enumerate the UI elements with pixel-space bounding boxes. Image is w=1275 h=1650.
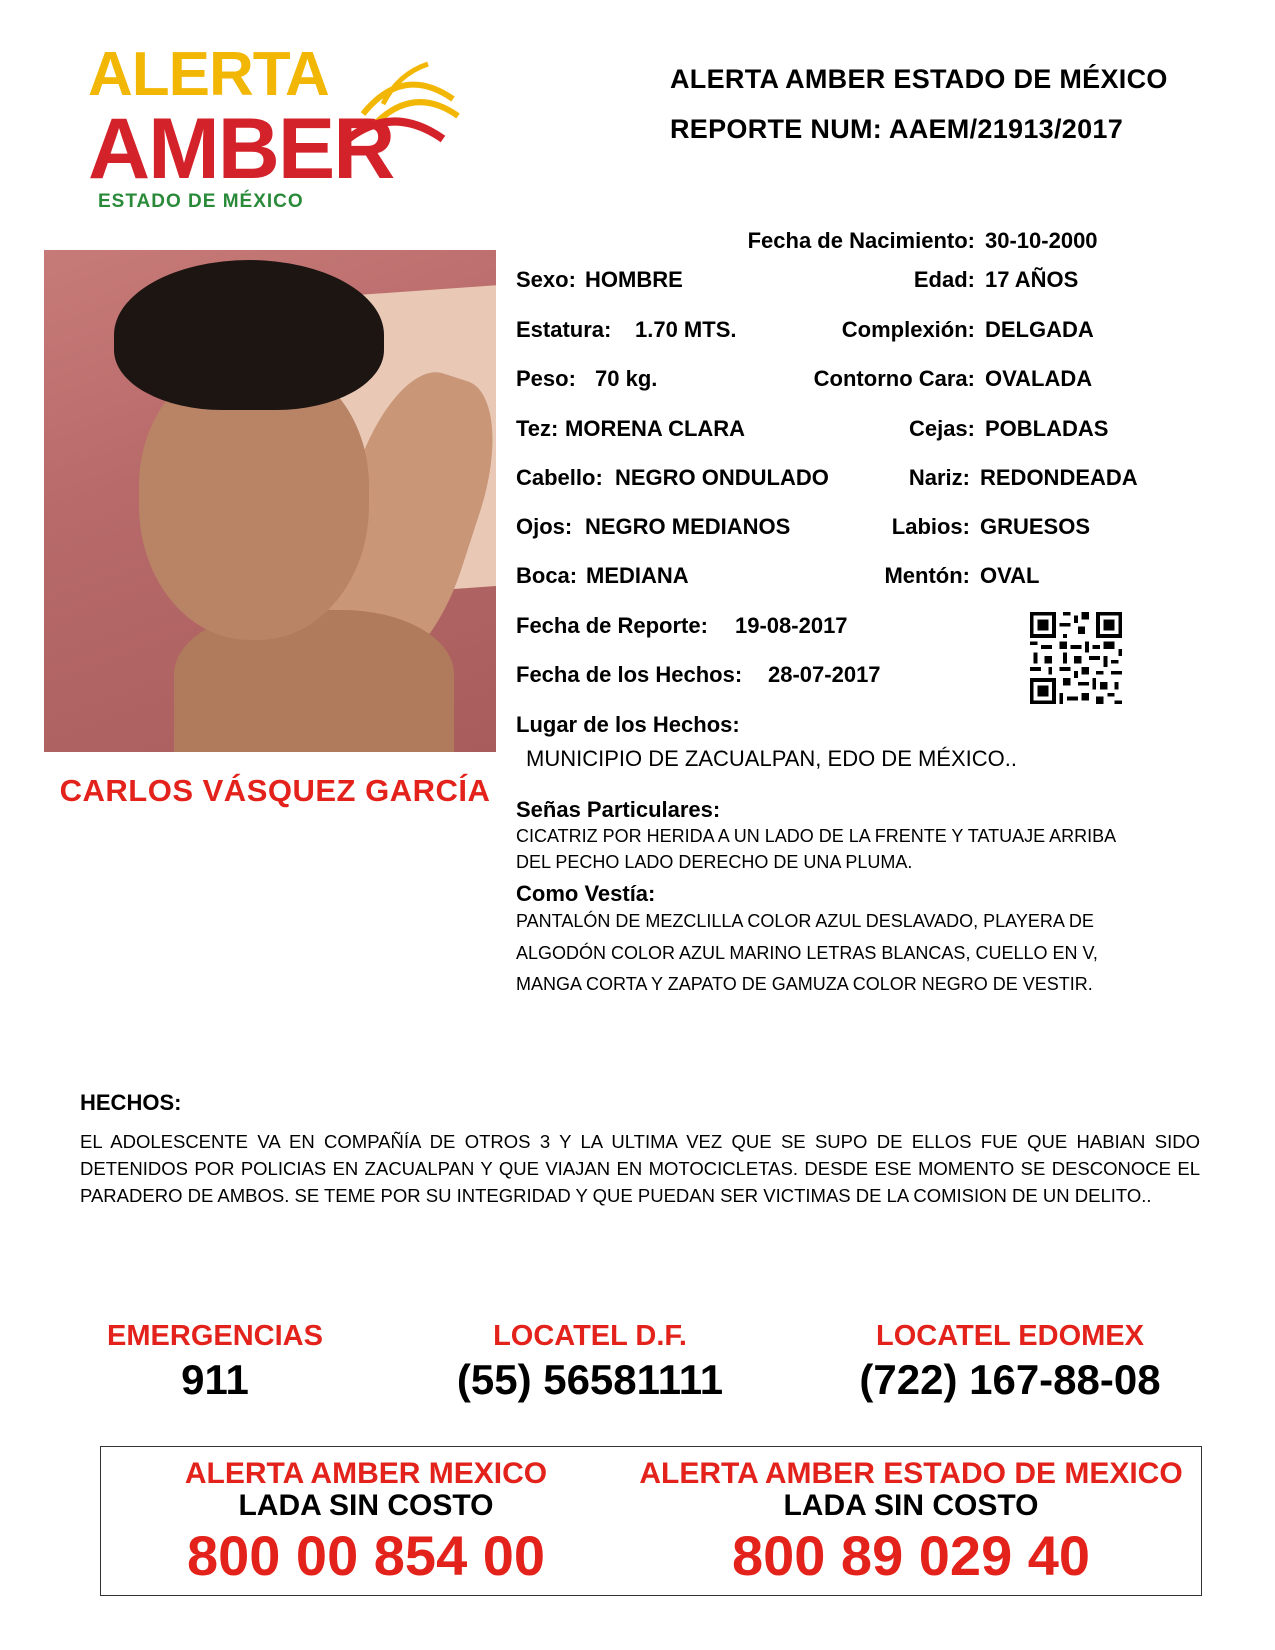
toll-free-box	[100, 1446, 1202, 1596]
peso-label: Peso:	[516, 366, 576, 391]
reporte-label: Fecha de Reporte:	[516, 613, 708, 638]
reporte-value: 19-08-2017	[735, 613, 848, 638]
senas-label: Señas Particulares:	[516, 797, 721, 822]
edad-label: Edad:	[913, 267, 975, 292]
birth-label: Fecha de Nacimiento:	[747, 228, 975, 253]
cejas-value: POBLADAS	[985, 416, 1109, 441]
complexion-label: Complexión:	[841, 317, 975, 342]
footer-mexico-subtitle: LADA SIN COSTO	[238, 1489, 494, 1522]
alerta-amber-logo	[88, 40, 428, 214]
contact-emergencias-number[interactable]: 911	[181, 1356, 249, 1403]
lugar-label: Lugar de los Hechos:	[516, 712, 740, 737]
senas-line-2: DEL PECHO LADO DERECHO DE UNA PLUMA.	[516, 852, 913, 872]
vestia-label: Como Vestía:	[516, 881, 656, 906]
hechos-date-label: Fecha de los Hechos:	[516, 662, 743, 687]
complexion-value: DELGADA	[985, 317, 1094, 342]
footer-mexico-title: ALERTA AMBER MEXICO	[184, 1457, 548, 1490]
hechos-text: EL ADOLESCENTE VA EN COMPAÑÍA DE OTROS 3 Y LA ULTIMA VEZ QUE SE SUPO DE ELLOS FUE QUE HABIAN SIDO DETENIDOS POR POLICIAS EN ZACUALPAN Y QUE VIAJAN EN MOTOCICLETAS. DESDE ESE MOMENTO SE DESCONOCE EL PARADERO DE AMBOS. SE TEME POR SU INTEGRIDAD Y QUE PUEDAN SER VICTIMAS DE LA COMISION DE UN DELITO..	[80, 1131, 1200, 1206]
page-title: ALERTA AMBER ESTADO DE MÉXICO	[670, 64, 1168, 94]
report-number: REPORTE NUM: AAEM/21913/2017	[670, 114, 1124, 144]
logo-line3: ESTADO DE MÉXICO	[98, 191, 304, 212]
lugar-value: MUNICIPIO DE ZACUALPAN, EDO DE MÉXICO..	[526, 746, 1017, 771]
tez-value: MORENA CLARA	[565, 416, 746, 441]
tez-label: Tez:	[516, 416, 559, 441]
estatura-label: Estatura:	[516, 317, 612, 342]
contact-locatel-df-label: LOCATEL D.F.	[493, 1320, 687, 1352]
footer-edomex-number[interactable]: 800 89 029 40	[731, 1524, 1091, 1587]
labios-label: Labios:	[891, 514, 970, 539]
missing-person-photo	[44, 250, 496, 752]
sexo-label: Sexo:	[516, 267, 576, 292]
contact-emergencias-label: EMERGENCIAS	[107, 1320, 323, 1352]
hechos-date-value: 28-07-2017	[768, 662, 881, 687]
contact-locatel-edomex-number[interactable]: (722) 167-88-08	[859, 1356, 1161, 1403]
contorno-value: OVALADA	[985, 366, 1093, 391]
logo-swoosh-icon	[343, 44, 463, 144]
nariz-label: Nariz:	[908, 465, 970, 490]
vestia-line-1: PANTALÓN DE MEZCLILLA COLOR AZUL DESLAVADO, PLAYERA DE	[516, 911, 1094, 931]
nariz-value: REDONDEADA	[980, 465, 1138, 490]
logo-line1: ALERTA	[88, 40, 329, 109]
contact-locatel-edomex-label: LOCATEL EDOMEX	[876, 1320, 1144, 1352]
footer-edomex-subtitle: LADA SIN COSTO	[783, 1489, 1039, 1522]
cabello-value: NEGRO ONDULADO	[615, 465, 829, 490]
footer-mexico-number[interactable]: 800 00 854 00	[186, 1524, 546, 1587]
hechos-label: HECHOS:	[80, 1090, 182, 1115]
menton-label: Mentón:	[884, 563, 970, 588]
sexo-value: HOMBRE	[585, 267, 683, 292]
edad-value: 17 AÑOS	[985, 267, 1079, 292]
birth-value: 30-10-2000	[985, 228, 1098, 253]
senas-line-1: CICATRIZ POR HERIDA A UN LADO DE LA FRENTE Y TATUAJE ARRIBA	[516, 826, 1117, 846]
menton-value: OVAL	[980, 563, 1040, 588]
boca-value: MEDIANA	[586, 563, 689, 588]
qr-code-icon	[1030, 612, 1122, 704]
cejas-label: Cejas:	[908, 416, 975, 441]
labios-value: GRUESOS	[980, 514, 1091, 539]
ojos-value: NEGRO MEDIANOS	[585, 514, 791, 539]
contorno-label: Contorno Cara:	[813, 366, 975, 391]
ojos-label: Ojos:	[516, 514, 573, 539]
vestia-line-2: ALGODÓN COLOR AZUL MARINO LETRAS BLANCAS, CUELLO EN V,	[516, 943, 1098, 963]
person-name: CARLOS VÁSQUEZ GARCÍA	[59, 773, 491, 808]
estatura-value: 1.70 MTS.	[635, 317, 737, 342]
footer-edomex-title: ALERTA AMBER ESTADO DE MEXICO	[639, 1457, 1183, 1490]
peso-value: 70 kg.	[595, 366, 658, 391]
vestia-line-3: MANGA CORTA Y ZAPATO DE GAMUZA COLOR NEGRO DE VESTIR.	[516, 974, 1093, 994]
boca-label: Boca:	[516, 563, 578, 588]
logo-line2: AMBER	[88, 101, 394, 197]
cabello-label: Cabello:	[516, 465, 603, 490]
contact-locatel-df-number[interactable]: (55) 56581111	[456, 1356, 724, 1403]
